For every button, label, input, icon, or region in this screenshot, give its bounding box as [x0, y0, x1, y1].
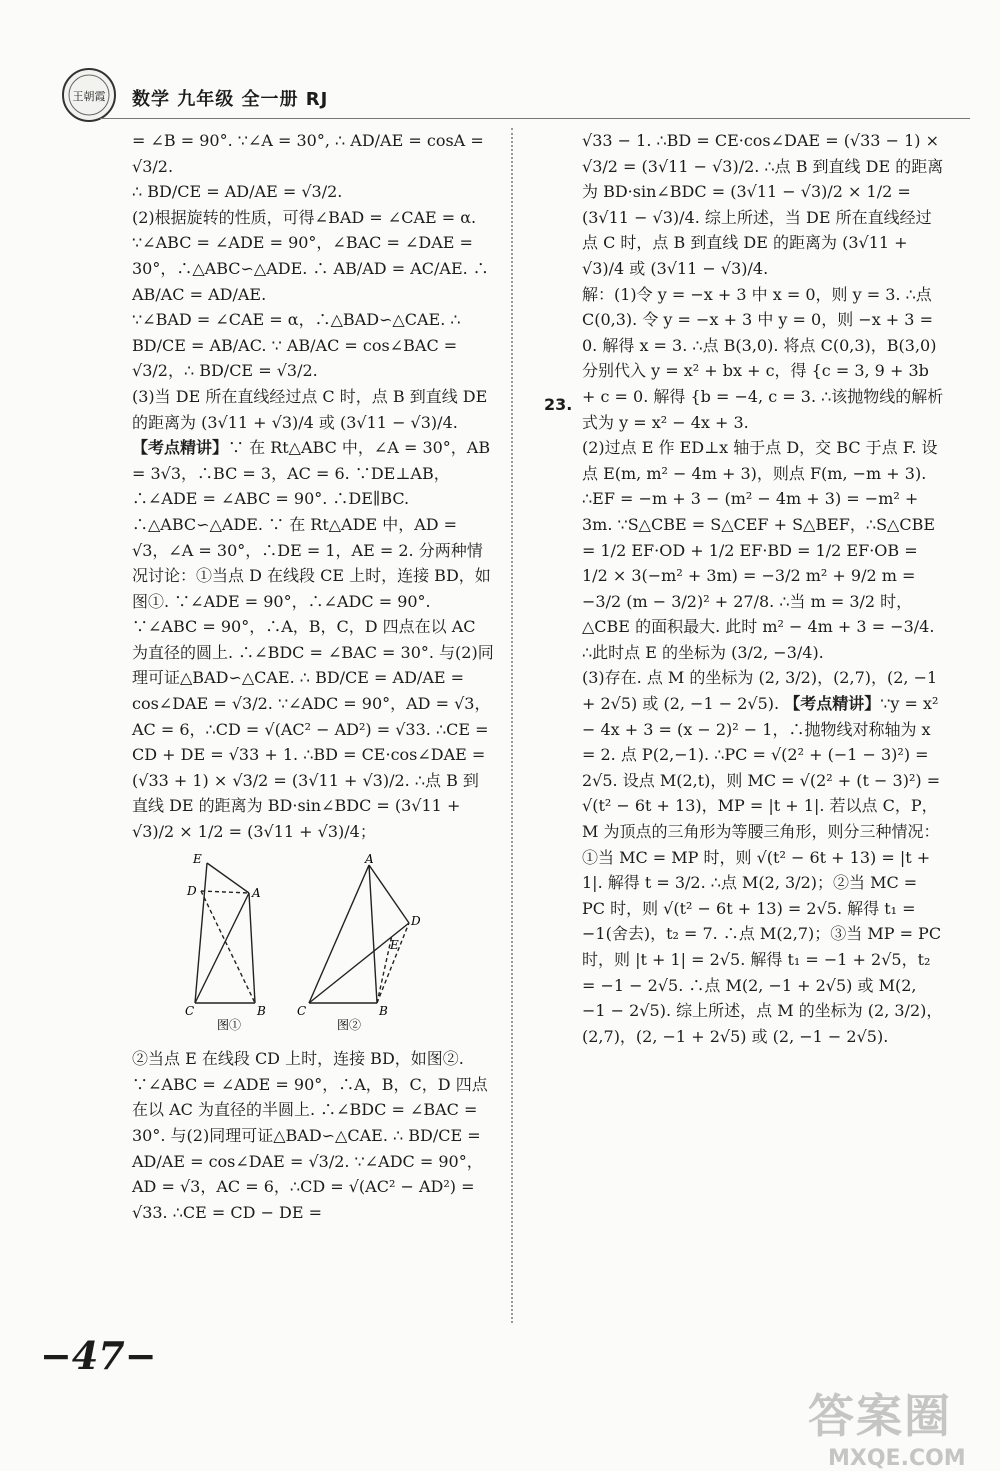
watermark-url: MXQE.COM [828, 1446, 966, 1471]
fig2-point-b: B [379, 1003, 388, 1018]
key-points-tag: 【考点精讲】 [132, 438, 229, 458]
fig1-point-c: C [185, 1003, 195, 1018]
left-column [132, 128, 494, 1225]
page-header [60, 66, 960, 128]
page-number: −47− [40, 1333, 157, 1378]
question-23-number: 23. [544, 395, 573, 414]
left-paragraph-1: = ∠B = 90°. ∵∠A = 30°, ∴ AD/AE = cosA = √3/2. [132, 131, 484, 176]
fig1-point-a: A [252, 885, 261, 900]
logo-text: 王朝霞 [72, 90, 106, 103]
left-paragraph-after-figure: ②当点 E 在线段 CD 上时，连接 BD，如图②. ∵∠ABC = ∠ADE = 90°，∴A，B，C，D 四点在以 AC 为直径的半圆上. ∴∠BDC = ∠BAC = 30°. 与(2)同理可证△BAD∽△CAE. ∴ BD/CE = AD/AE = cos∠DAE = √3/2. ∵∠ADC = 90°，AD = √3，AC = 6，∴CD = √(AC² − AD²) = √33. ∴CE = CD − DE = [132, 1049, 488, 1222]
left-paragraph-4: ∵∠BAD = ∠CAE = α，∴△BAD∽△CAE. ∴ BD/CE = AB/AC. ∵ AB/AC = cos∠BAC = √3/2，∴ BD/CE = √3/2. [132, 310, 461, 381]
header-title: 数学 九年级 全一册 RJ [132, 89, 329, 110]
q23-part-3-answer: (3)存在. 点 M 的坐标为 (2, 3/2)，(2,7)，(2, −1 + 2√5) 或 (2, −1 − 2√5). [582, 668, 938, 714]
q23-part-3-explanation: ∵y = x² − 4x + 3 = (x − 2)² − 1，∴抛物线对称轴为 x = 2. 点 P(2,−1). ∴PC = √(2² + (−1 − 3)²) = 2√5. 设点 M(2,t)，则 MC = √(2² + (t − 3)²) = √(t² − 6t + 13)，MP = |t + 1|. 若以点 C，P，M 为顶点的三角形为等腰三角形，则分三种情况：①当 MC = MP 时，则 √(t² − 6t + 13) = |t + 1|. 解得 t = 3/2. ∴点 M(2, 3/2)；②当 MC = PC 时，则 √(t² − 6t + 13) = 2√5. 解得 t₁ = −1(舍去)，t₂ = 7. ∴点 M(2,7)；③当 MP = PC 时，则 |t + 1| = 2√5. 解得 t₁ = −1 + 2√5，t₂ = −1 − 2√5. ∴点 M(2, −1 + 2√5) 或 M(2, −1 − 2√5). 综上所述，点 M 的坐标为 (2, 3/2)，(2,7)，(2, −1 + 2√5) 或 (2, −1 − 2√5). [582, 694, 943, 1046]
header-rule [100, 118, 970, 119]
key-points-1 [132, 435, 494, 845]
right-column [582, 128, 944, 1049]
key-points-tag-2: 【考点精讲】 [784, 694, 881, 714]
fig2-point-c: C [297, 1003, 307, 1018]
left-paragraph-3: (2)根据旋转的性质，可得∠BAD = ∠CAE = α. ∵∠ABC = ∠ADE = 90°，∠BAC = ∠DAE = 30°，∴△ABC∽△ADE. ∴ AB/AD = AC/AE. ∴ AB/AC = AD/AE. [132, 207, 489, 304]
watermark [808, 1380, 966, 1471]
column-divider [511, 128, 513, 1323]
fig1-point-b: B [257, 1003, 266, 1018]
watermark-main: 答案圈 [808, 1389, 952, 1443]
figure-1 [195, 863, 255, 1003]
left-paragraph-2: ∴ BD/CE = AD/AE = √3/2. [132, 182, 343, 202]
q23-part-3 [582, 665, 944, 1049]
q23-part-1: 解：(1)令 y = −x + 3 中 x = 0，则 y = 3. ∴点 C(0,3). 令 y = −x + 3 中 y = 0，则 −x + 3 = 0. 解得 x = 3. ∴点 B(3,0). 将点 C(0,3)，B(3,0) 分别代入 y = x² + bx + c，得 {c = 3, 9 + 3b + c = 0. 解得 {b = −4, c = 3. ∴该抛物线的解析式为 y = x² − 4x + 3. [582, 284, 944, 432]
fig2-point-a: A [365, 851, 374, 866]
figure-2 [309, 865, 409, 1003]
q23-part-2: (2)过点 E 作 ED⊥x 轴于点 D，交 BC 于点 F. 设点 E(m, m² − 4m + 3)，则点 F(m, −m + 3). ∴EF = −m + 3 − (m² − 4m + 3) = −m² + 3m. ∵S△CBE = S△CEF + S△BEF，∴S△CBE = 1/2 EF·OD + 1/2 EF·BD = 1/2 EF·OB = 1/2 × 3(−m² + 3m) = −3/2 m² + 9/2 m = −3/2 (m − 3/2)² + 27/8. ∴当 m = 3/2 时，△CBE 的面积最大. 此时 m² − 4m + 3 = −3/4. ∴此时点 E 的坐标为 (3/2, −3/4). [582, 438, 938, 662]
fig2-point-d: D [411, 913, 421, 928]
fig1-point-e: E [193, 851, 202, 866]
key-points-body: ∵ 在 Rt△ABC 中，∠A = 30°，AB = 3√3，∴BC = 3，AC = 6. ∵DE⊥AB，∴∠ADE = ∠ABC = 90°. ∴DE∥BC. ∴△ABC∽△ADE. ∵ 在 Rt△ADE 中，AD = √3，∠A = 30°，∴DE = 1，AE = 2. 分两种情况讨论：①当点 D 在线段 CE 上时，连接 BD，如图①. ∵∠ADE = 90°，∴∠ADC = 90°. ∵∠ABC = 90°，∴A，B，C，D 四点在以 AC 为直径的圆上. ∴∠BDC = ∠BAC = 30°. 与(2)同理可证△BAD∽△CAE. ∴ BD/CE = AD/AE = cos∠DAE = √3/2. ∵∠ADC = 90°，AD = √3，AC = 6，∴CD = √(AC² − AD²) = √33. ∴CE = CD + DE = √33 + 1. ∴BD = CE·cos∠DAE = (√33 + 1) × √3/2 = (3√11 + √3)/2. ∴点 B 到直线 DE 的距离为 BD·sin∠BDC = (3√11 + √3)/2 × 1/2 = (3√11 + √3)/4； [132, 438, 494, 842]
right-paragraph-1: √33 − 1. ∴BD = CE·cos∠DAE = (√33 − 1) × √3/2 = (3√11 − √3)/2. ∴点 B 到直线 DE 的距离为 BD·sin∠BDC = (3√11 − √3)/2 × 1/2 = (3√11 − √3)/4. 综上所述，当 DE 所在直线经过点 C 时，点 B 到直线 DE 的距离为 (3√11 + √3)/4 或 (3√11 − √3)/4. [582, 131, 944, 278]
fig2-caption: 图② [337, 1017, 362, 1032]
fig1-point-d: D [187, 883, 197, 898]
geometry-figures [187, 853, 427, 1033]
left-paragraph-5: (3)当 DE 所在直线经过点 C 时，点 B 到直线 DE 的距离为 (3√11 + √3)/4 或 (3√11 − √3)/4. [132, 386, 488, 432]
fig1-caption: 图① [217, 1017, 242, 1032]
book-logo-icon [60, 66, 118, 124]
fig2-point-e: E [390, 937, 399, 952]
